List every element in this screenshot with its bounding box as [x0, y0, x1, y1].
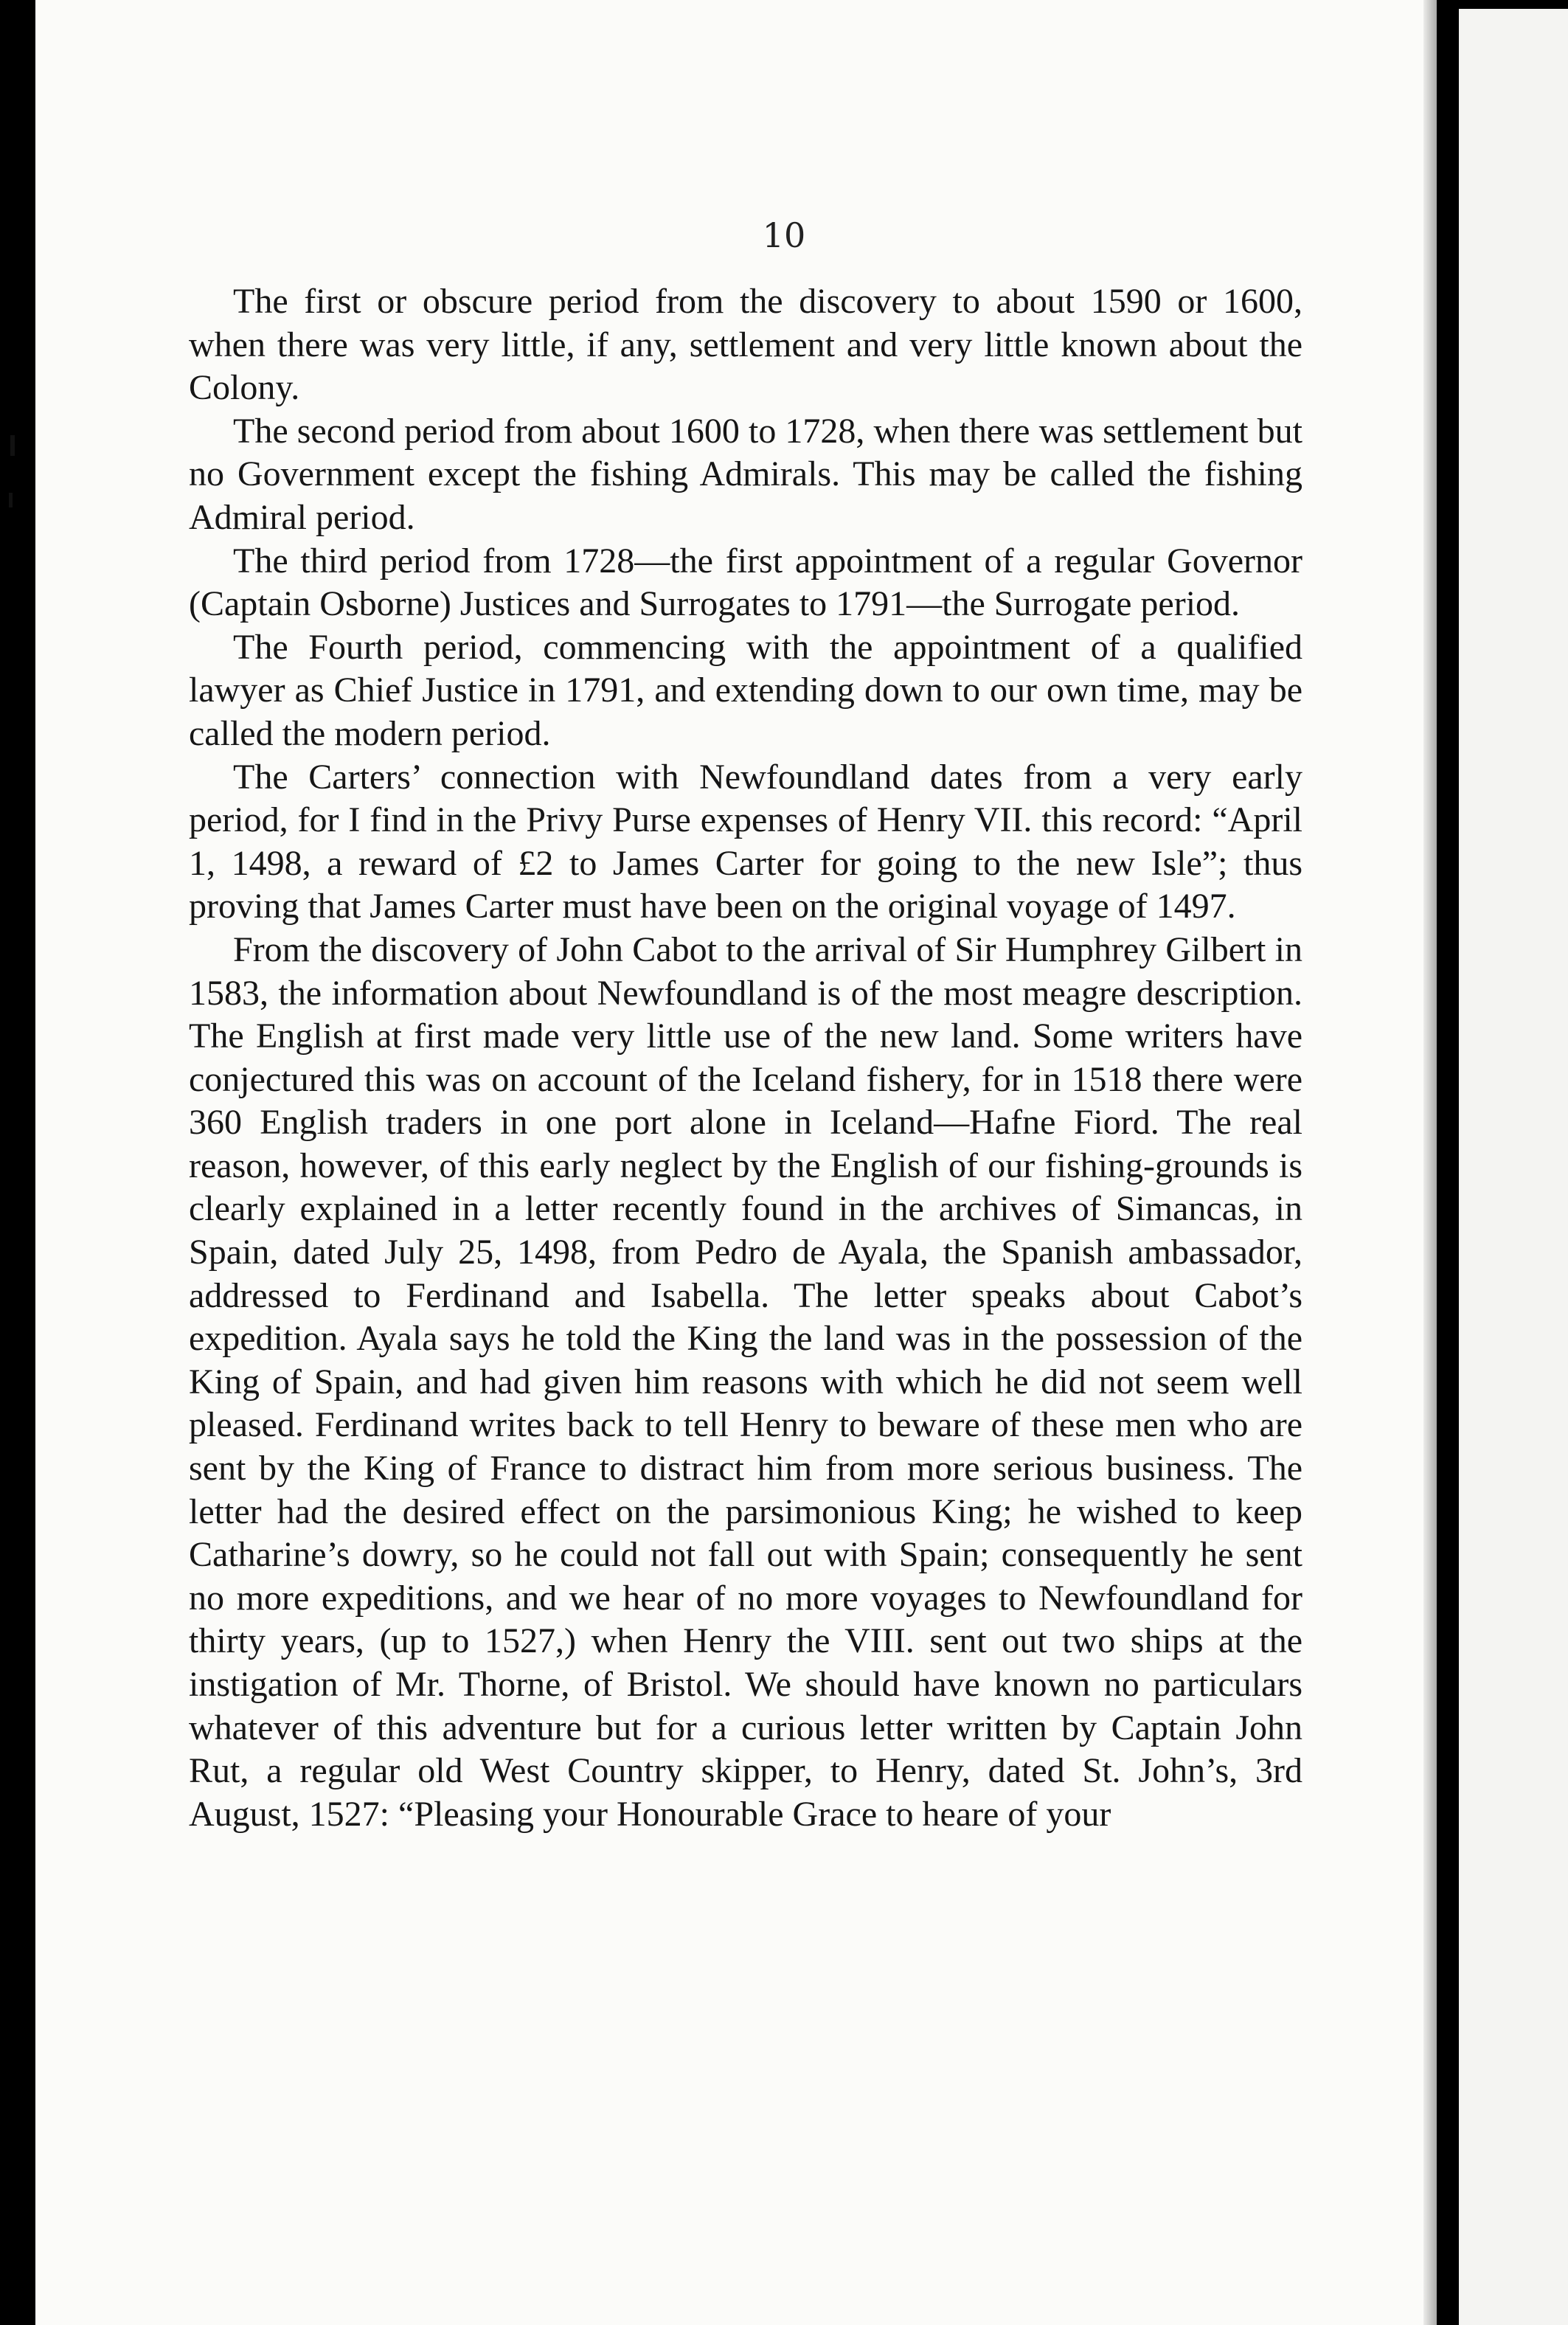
- page-number: 10: [762, 215, 806, 255]
- paragraph-fourth-period: The Fourth period, commencing with the appointment of a qualified lawyer as Chief Justice in 1791, and extending down to our own time, may be called the modern period.: [189, 627, 1302, 753]
- scan-artifact-mark: [10, 435, 15, 456]
- page-gutter-shadow: [1423, 0, 1438, 2325]
- paragraph-cabot-to-gilbert: From the discovery of John Cabot to the arrival of Sir Humphrey Gilbert in 1583, the information about Newfoundland is of the most meagre description. The English at first made very little use of the new land. Some writers have conjectured this was on account of the Iceland fishery, for in 1518 there were 360 English traders in one port alone in Iceland—Hafne Fiord. The real reason, however, of this early neglect by the English of our fishing-grounds is clearly explained in a letter recently found in the archives of Simancas, in Spain, dated July 25, 1498, from Pedro de Ayala, the Spanish ambassador, addressed to Ferdinand and Isabella. The letter speaks about Cabot’s expedition. Ayala says he told the King the land was in the possession of the King of Spain, and had given him reasons with which he did not seem well pleased. Ferdinand writes back to tell Henry to beware of these men who are sent by the King of France to distract him from more serious business. The letter had the desired effect on the parsimonious King; he wished to keep Catharine’s dowry, so he could not fall out with Spain; consequently he sent no more expeditions, and we hear of no more voyages to Newfoundland for thirty years, (up to 1527,) when Henry the VIII. sent out two ships at the instigation of Mr. Thorne, of Bristol. We should have known no particulars whatever of this adventure but for a curious letter written by Captain John Rut, a regular old West Country skipper, to Henry, dated St. John’s, 3rd August, 1527: “Pleasing your Honourable Grace to heare of your: [189, 929, 1302, 1834]
- paragraph-third-period: The third period from 1728—the first appointment of a regular Governor (Captain Osborne) Justices and Surrogates to 1791—the Surrogate period.: [189, 541, 1302, 624]
- paragraph-second-period: The second period from about 1600 to 1728, when there was settlement but no Government except the fishing Admirals. This may be called the fishing Admiral period.: [189, 411, 1302, 537]
- paragraph-first-period: The first or obscure period from the discovery to about 1590 or 1600, when there was very little, if any, settlement and very little known about the Colony.: [189, 282, 1302, 408]
- paragraph-carters-connection: The Carters’ connection with Newfoundland dates from a very early period, for I find in the Privy Purse expenses of Henry VII. this record: “April 1, 1498, a reward of £2 to James Carter for going to the new Isle”; thus proving that James Carter must have been on the original voyage of 1497.: [189, 757, 1302, 926]
- body-text: [189, 280, 1302, 1836]
- scan-artifact-mark: [9, 493, 13, 507]
- facing-page-edge: [1459, 9, 1568, 2325]
